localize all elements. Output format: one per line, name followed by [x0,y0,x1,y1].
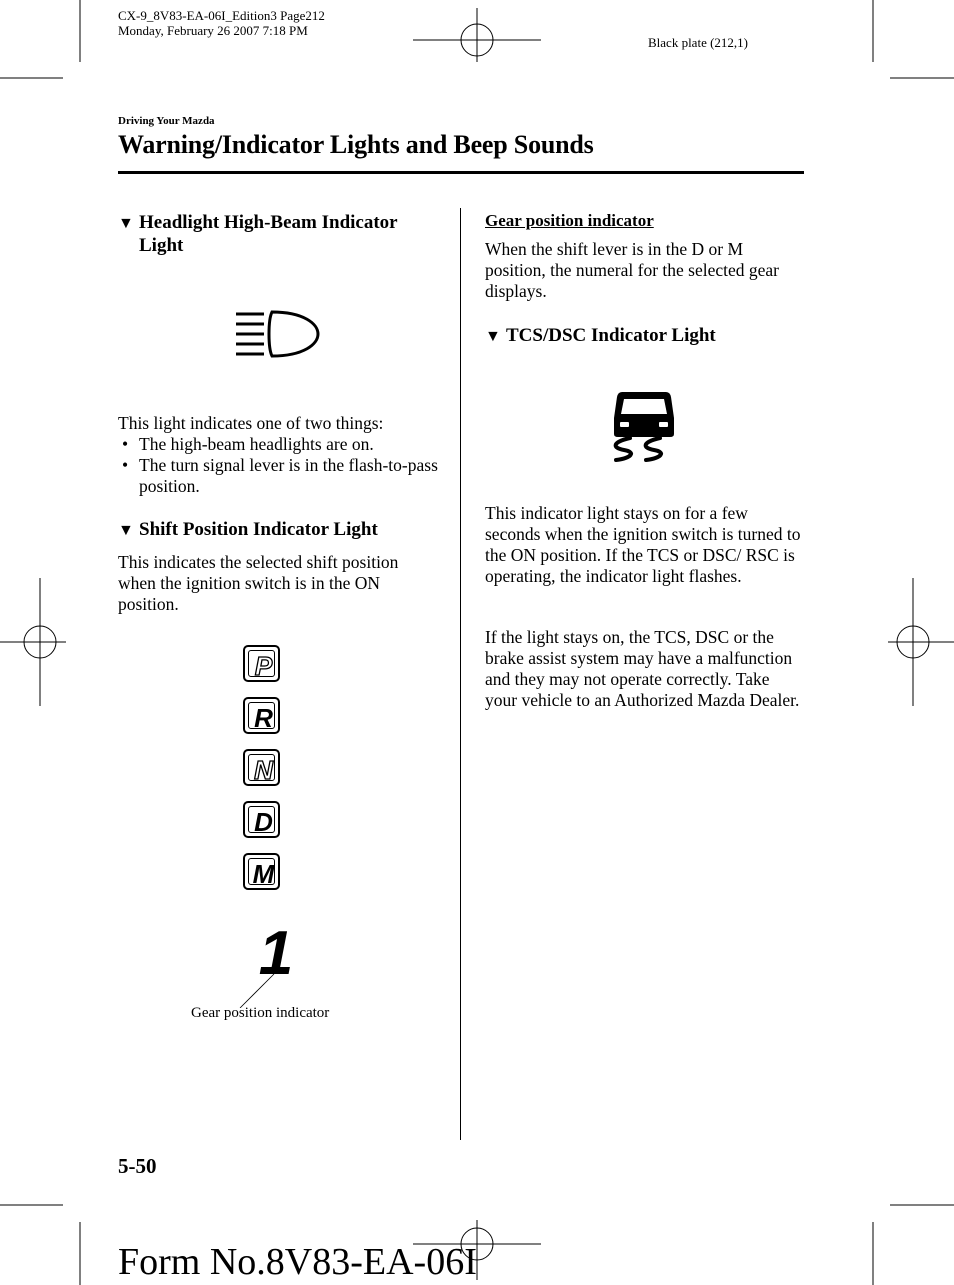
date-line: Monday, February 26 2007 7:18 PM [118,23,308,38]
tcs-paragraph-1: This indicator light stays on for a few seconds when the ignition switch is turned to the ON position. If the TCS or DSC/ RSC is operating, the indicator light flashes. [485,503,801,586]
plate-label: Black plate (212,1) [648,35,748,50]
headlight-intro: This light indicates one of two things: [118,413,384,433]
registration-mark-icon [888,578,954,706]
tcs-heading [485,324,803,347]
headlight-heading-line2: Light [139,235,184,256]
section-marker-icon: ▼ [118,215,134,232]
gear-subhead: Gear position indicator [485,211,654,230]
section-marker-icon: ▼ [118,522,134,539]
bullet-icon: • [122,455,129,475]
gear-numeral: 1 [258,919,294,988]
gear-caption: Gear position indicator [191,1005,330,1021]
headlight-heading [118,211,448,257]
registration-mark-icon [0,578,66,706]
shift-heading-text: Shift Position Indicator Light [139,519,378,540]
high-beam-icon [234,308,322,362]
caption-leader-line [240,974,274,1008]
title-rule [118,171,804,174]
headlight-bullets [118,434,438,497]
column-divider [460,208,461,1140]
list-item: • The turn signal lever is in the flash-to-pass position. [122,455,438,496]
tcs-paragraph-2: If the light stays on, the TCS, DSC or the brake assist system may have a malfunction and they may not operate correctly. Take your vehicle to an Authorized Mazda Dealer. [485,627,800,710]
page-title: Warning/Indicator Lights and Beep Sounds [118,130,594,159]
gear-description: When the shift lever is in the D or M position, the numeral for the selected gear displays. [485,239,779,301]
gear-numeral-display [228,912,308,1008]
section-marker-icon: ▼ [485,328,501,345]
bullet-icon: • [122,434,129,454]
list-item: • The high-beam headlights are on. [122,434,374,454]
gear-p-label: P [254,651,273,681]
gear-n-indicator [243,749,280,786]
file-line: CX-9_8V83-EA-06I_Edition3 Page212 [118,8,325,23]
registration-mark-icon [413,8,541,62]
shift-heading [118,518,448,541]
gear-r-indicator [243,697,280,734]
gear-n-label: N [254,755,273,785]
file-info [118,8,325,38]
gear-d-indicator [243,801,280,838]
shift-description: This indicates the selected shift position when the ignition switch is in the ON position. [118,552,399,614]
gear-r-label: R [254,703,273,733]
form-number: Form No.8V83-EA-06I [118,1241,477,1283]
skidding-car-icon [608,388,680,464]
gear-d-label: D [254,807,273,837]
section-label: Driving Your Mazda [118,115,215,127]
headlight-description [118,413,438,497]
headlight-heading-line1: Headlight High-Beam Indicator [139,212,398,233]
tcs-heading-text: TCS/DSC Indicator Light [506,325,716,346]
gear-m-indicator [243,853,280,890]
gear-p-indicator [243,645,280,682]
page-number: 5-50 [118,1154,157,1178]
gear-m-label: M [252,859,275,889]
